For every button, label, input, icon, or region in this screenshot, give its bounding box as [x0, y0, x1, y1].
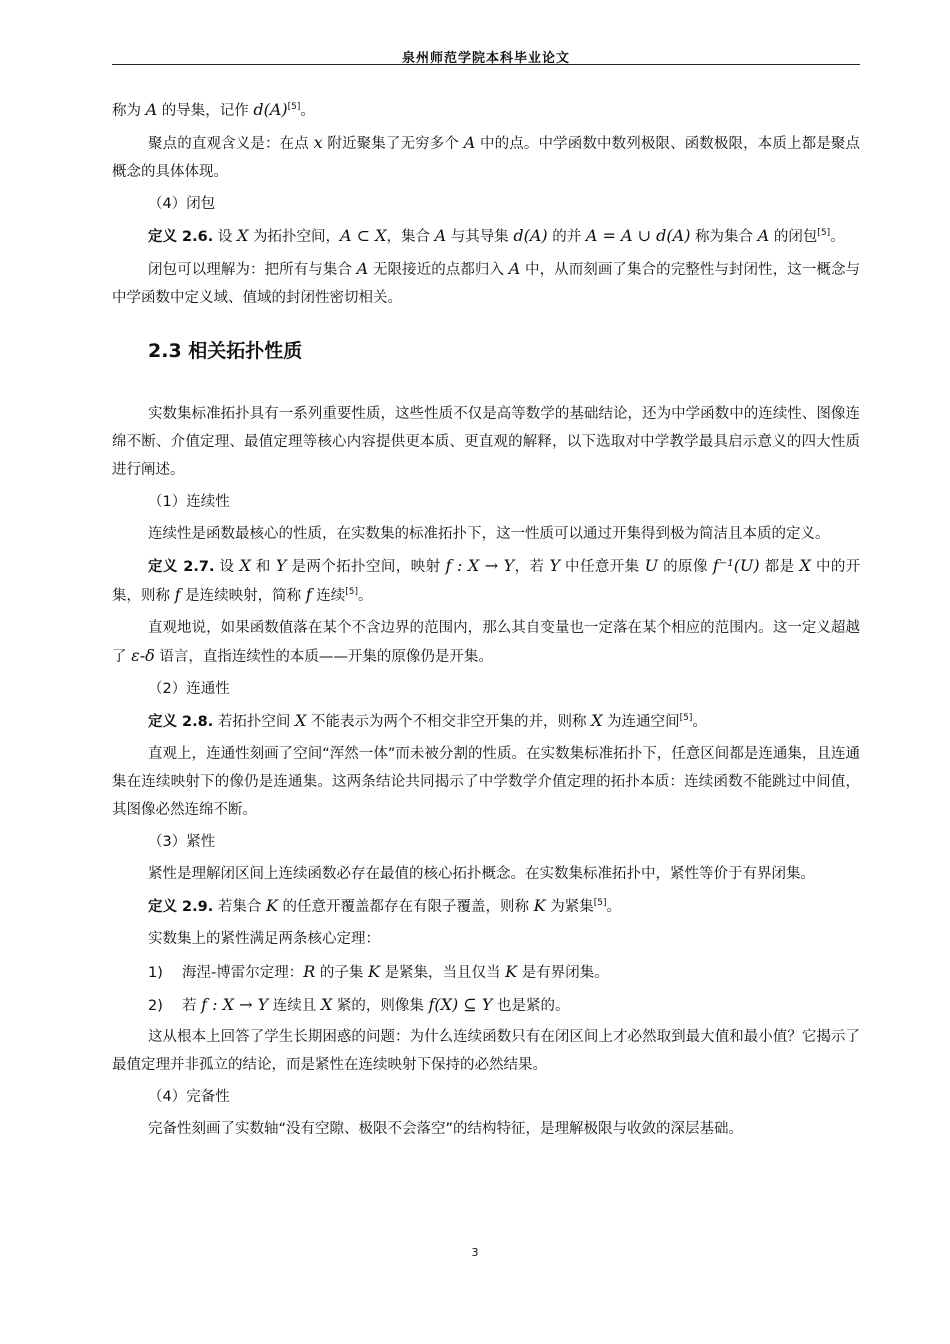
text: 附近聚集了无穷多个: [327, 136, 459, 152]
text: 中的开集，则称: [112, 559, 861, 604]
text: 。: [300, 103, 315, 119]
definition-label: 定义 2.6.: [148, 229, 214, 245]
paragraph-accumulation-point: [112, 129, 860, 186]
math-dA: d(A): [253, 100, 288, 119]
math-X: X: [294, 711, 307, 730]
text: 设: [217, 229, 233, 245]
definition-label: 定义 2.8.: [148, 714, 214, 730]
text: 为拓扑空间，: [252, 229, 340, 245]
math-x: x: [313, 133, 323, 152]
math-map: f : X → Y: [445, 556, 515, 575]
citation: [5]: [287, 102, 301, 113]
text: 若: [182, 998, 197, 1014]
subheading-completeness: （4）完备性: [148, 1089, 230, 1105]
definition-2-8: [112, 707, 860, 736]
text: 连续: [316, 588, 346, 604]
paragraph-compactness: 紧性是理解闭区间上连续函数必存在最值的核心拓扑概念。在实数集标准拓扑中，紧性等价于有界闭集。: [148, 866, 815, 882]
page-content: [112, 96, 860, 1147]
text: 直观地说，如果函数值落在某个不含边界的范围内，那么其自变量也一定落在某个相应的范围内。这一定义超越了: [112, 620, 860, 665]
citation: [5]: [679, 713, 693, 724]
text: 是两个拓扑空间，映射: [291, 559, 441, 575]
math-A: A: [757, 226, 770, 245]
text: 中的点。中学函数中数列极限、函数极限，本质上都是聚点概念的具体体现。: [112, 136, 861, 180]
text: 是有界闭集。: [521, 965, 609, 981]
text: 为连通空间: [607, 714, 680, 730]
math-epsilon-delta: ε-δ: [131, 646, 155, 665]
text: 闭包可以理解为：把所有与集合: [148, 262, 352, 278]
math-X: X: [236, 226, 249, 245]
math-A: A: [356, 259, 369, 278]
text: 的子集: [319, 965, 364, 981]
paragraph-continuity: 连续性是函数最核心的性质，在实数集的标准拓扑下，这一性质可以通过开集得到极为简洁且本质的定义。: [148, 526, 830, 542]
paragraph-closure-meaning: [112, 255, 860, 312]
text: 。: [358, 588, 373, 604]
paragraph-intro: 实数集标准拓扑具有一系列重要性质，这些性质不仅是高等数学的基础结论，还为中学函数中的连续性、图像连绵不断、介值定理、最值定理等核心内容提供更本质、更直观的解释，以下选取对中学教学最具启示意义的四大性质进行阐述。: [112, 406, 860, 478]
math-K: K: [533, 896, 546, 915]
text: ，集合: [386, 229, 430, 245]
text: 若拓扑空间: [217, 714, 291, 730]
math-Y: Y: [549, 556, 561, 575]
paragraph-theorems-intro: 实数集上的紧性满足两条核心定理：: [148, 931, 380, 947]
text: 设: [219, 559, 235, 575]
text: 。: [830, 229, 845, 245]
math-closure: A = A ∪ d(A): [585, 226, 691, 245]
text: 的导集，记作: [161, 103, 249, 119]
text: 不能表示为两个不相交非空开集的并，则称: [310, 714, 587, 730]
math-f: f: [305, 585, 312, 604]
paragraph-derived-set: [112, 96, 860, 125]
text: 中，从而刻画了集合的完整性与封闭性，这一概念与中学函数中定义域、值域的封闭性密切相关。: [112, 262, 861, 306]
text: 称为集合: [695, 229, 754, 245]
paragraph-continuity-intuition: [112, 614, 860, 671]
text: 与其导集: [450, 229, 509, 245]
citation: [5]: [593, 898, 607, 909]
paragraph-completeness: 完备性刻画了实数轴“没有空隙、极限不会落空”的结构特征，是理解极限与收敛的深层基础。: [148, 1121, 744, 1137]
text: 连续且: [272, 998, 317, 1014]
subheading-closure: （4）闭包: [148, 196, 216, 212]
subheading-compactness: （3）紧性: [148, 834, 216, 850]
text: 都是: [764, 559, 795, 575]
math-A-subset-X: A ⊂ X: [339, 226, 387, 245]
definition-2-6: [112, 222, 860, 251]
text: 无限接近的点都归入: [372, 262, 505, 278]
math-U: U: [644, 556, 659, 575]
math-A: A: [145, 100, 158, 119]
list-number: 2): [148, 998, 163, 1014]
math-X: X: [320, 995, 333, 1014]
text: 聚点的直观含义是：在点: [148, 136, 309, 152]
math-X: X: [799, 556, 811, 575]
text: 若集合: [217, 899, 262, 915]
math-X: X: [239, 556, 251, 575]
definition-2-7: [112, 552, 860, 610]
text: 。: [606, 899, 621, 915]
text: 中任意开集: [565, 559, 640, 575]
text: 的并: [552, 229, 582, 245]
definition-2-9: [112, 892, 860, 921]
text: 的闭包: [773, 229, 818, 245]
definition-label: 定义 2.7.: [148, 559, 215, 575]
math-A: A: [508, 259, 521, 278]
text: 语言，直指连续性的本质——开集的原像仍是开集。: [159, 649, 493, 665]
math-R: R: [303, 962, 316, 981]
header-rule: [112, 64, 860, 65]
paragraph-extreme-value: 这从根本上回答了学生长期困惑的问题：为什么连续函数只有在闭区间上才必然取到最大值和最小值？它揭示了最值定理并非孤立的结论，而是紧性在连续映射下保持的必然结果。: [112, 1029, 860, 1073]
text: 紧的，则像集: [336, 998, 424, 1014]
math-X: X: [591, 711, 603, 730]
math-preimage: f⁻¹(U): [712, 556, 760, 575]
math-A: A: [434, 226, 447, 245]
math-K: K: [368, 962, 380, 981]
text: 也是紧的。: [497, 998, 570, 1014]
list-item: [148, 957, 860, 988]
page-header: 泉州师范学院本科毕业论文: [401, 51, 570, 66]
citation: [5]: [817, 228, 831, 239]
math-dA: d(A): [513, 226, 548, 245]
math-A: A: [463, 133, 476, 152]
math-image: f(X) ⊆ Y: [428, 995, 493, 1014]
page-number: 3: [471, 1246, 479, 1259]
text: 的原像: [663, 559, 708, 575]
section-heading: 2.3 相关拓扑性质: [148, 340, 303, 362]
text: 为紧集: [550, 899, 594, 915]
text: 海涅-博雷尔定理：: [182, 965, 304, 981]
text: 。: [692, 714, 707, 730]
text: 称为: [112, 103, 141, 119]
paragraph-connectedness: 直观上，连通性刻画了空间“浑然一体”而未被分割的性质。在实数集标准拓扑下，任意区间都是连通集，且连通集在连续映射下的像仍是连通集。这两条结论共同揭示了中学数学介值定理的拓扑本质：连续函数不能跳过中间值，其图像必然连绵不断。: [112, 746, 860, 818]
text: ，若: [514, 559, 545, 575]
text: 和: [255, 559, 271, 575]
math-K: K: [505, 962, 518, 981]
text: 是紧集，当且仅当: [384, 965, 501, 981]
list-number: 1): [148, 965, 163, 981]
math-map: f : X → Y: [201, 995, 269, 1014]
citation: [5]: [345, 587, 359, 598]
text: 是连续映射，简称: [185, 588, 302, 604]
text: 的任意开覆盖都存在有限子覆盖，则称: [282, 899, 530, 915]
math-Y: Y: [275, 556, 287, 575]
math-f: f: [174, 585, 181, 604]
subheading-continuity: （1）连续性: [148, 494, 230, 510]
math-K: K: [265, 896, 278, 915]
subheading-connectedness: （2）连通性: [148, 681, 230, 697]
definition-label: 定义 2.9.: [148, 899, 214, 915]
list-item: [148, 990, 860, 1021]
